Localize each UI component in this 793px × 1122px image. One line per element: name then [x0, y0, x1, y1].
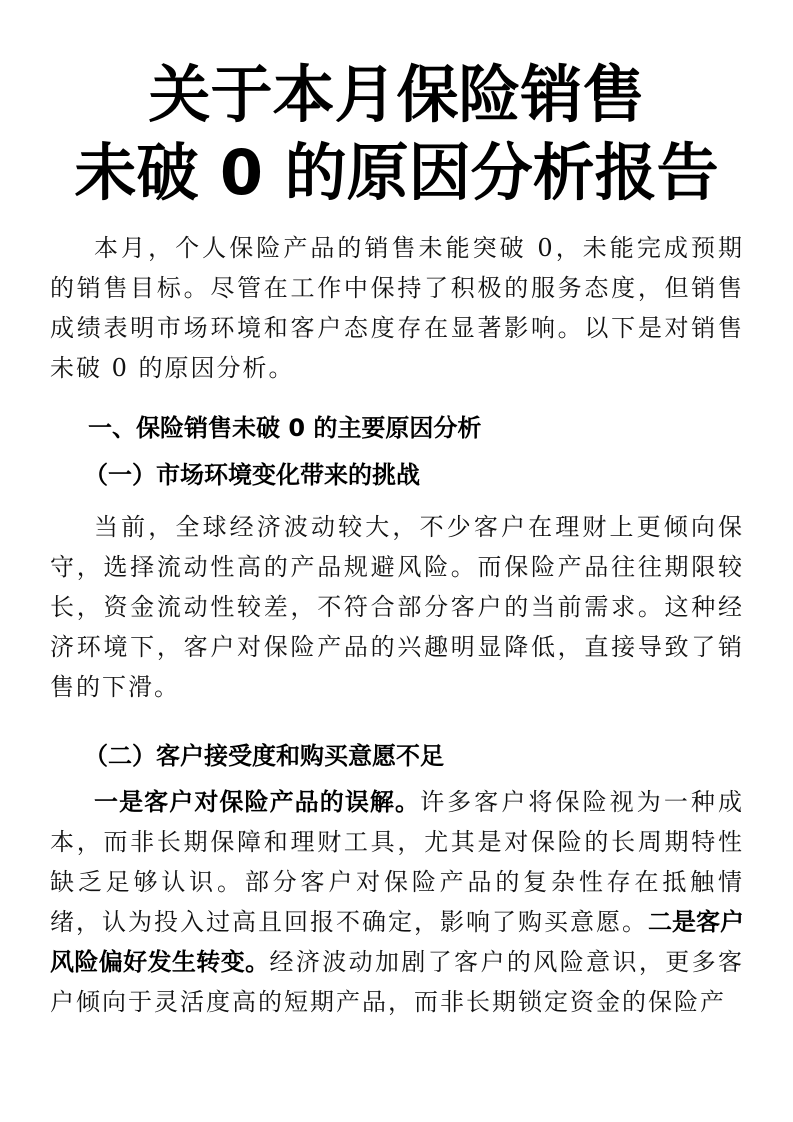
- report-title-line-2: 未破 0 的原因分析报告: [74, 136, 719, 209]
- point-2-lead: 二是客户风险偏好发生转变。: [50, 908, 744, 976]
- point-2-text: 经济波动加剧了客户的风险意识，更多客户倾向于灵活度高的短期产品，而非长期锁定资金的保险产: [50, 948, 745, 1016]
- subsection-2-paragraph: [50, 782, 744, 1022]
- subsection-1-heading: （一）市场环境变化带来的挑战: [84, 461, 420, 489]
- report-title-line-1: 关于本月保险销售: [148, 58, 645, 131]
- intro-paragraph: 本月，个人保险产品的销售未能突破 0，未能完成预期的销售目标。尽管在工作中保持了积极的服务态度，但销售成绩表明市场环境和客户态度存在显著影响。以下是对销售未破 0 的原因分析。: [50, 234, 744, 382]
- point-1-text: 许多客户将保险视为一种成本，而非长期保障和理财工具，尤其是对保险的长周期特性缺乏足够认识。部分客户对保险产品的复杂性存在抵触情绪，认为投入过高且回报不确定，影响了购买意愿。: [50, 788, 745, 936]
- subsection-2-heading: （二）客户接受度和购买意愿不足: [84, 742, 444, 770]
- subsection-1-paragraph: 当前，全球经济波动较大，不少客户在理财上更倾向保守，选择流动性高的产品规避风险。而保险产品往往期限较长，资金流动性较差，不符合部分客户的当前需求。这种经济环境下，客户对保险产品的兴趣明显降低，直接导致了销售的下滑。: [50, 513, 744, 701]
- section-1-heading: 一、保险销售未破 0 的主要原因分析: [88, 414, 482, 442]
- point-1-lead: 一是客户对保险产品的误解。: [94, 788, 421, 816]
